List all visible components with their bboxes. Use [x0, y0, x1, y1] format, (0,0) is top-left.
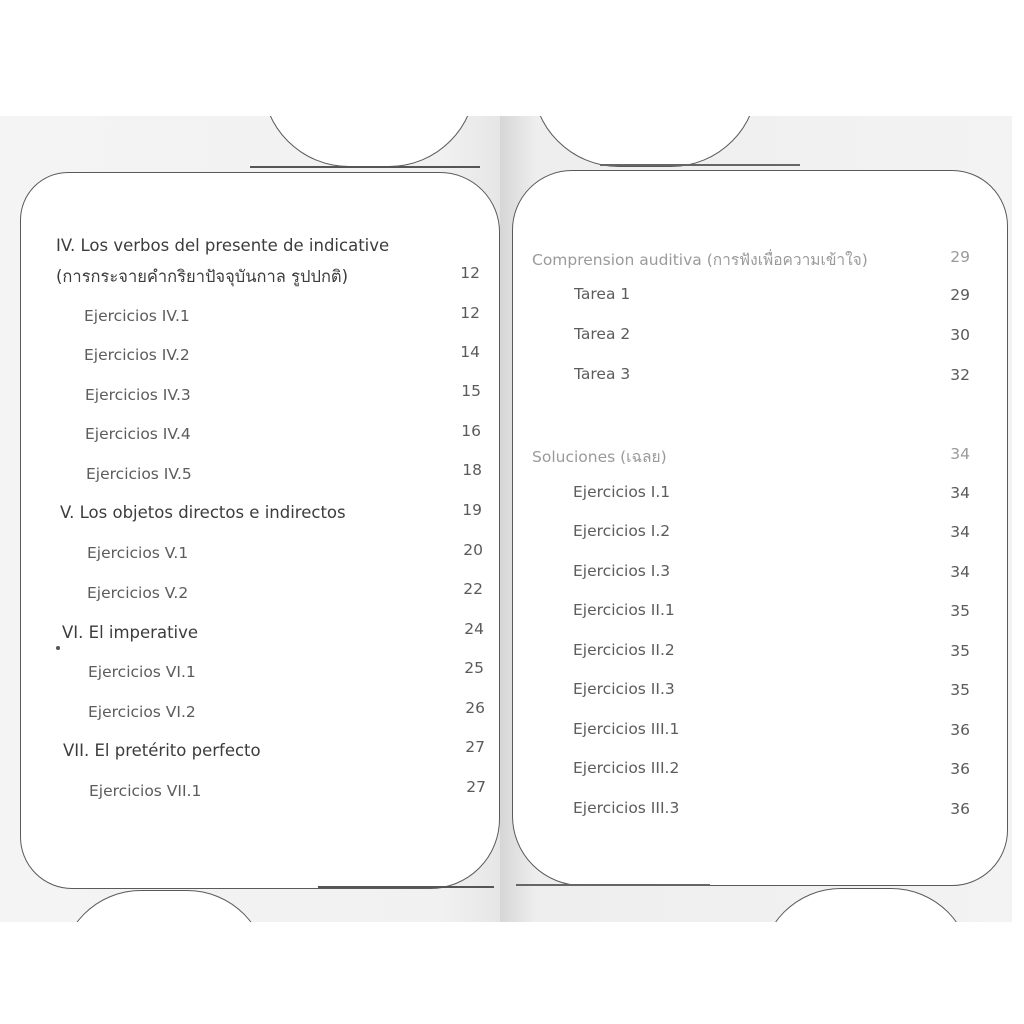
toc-page-number: 18 — [462, 461, 482, 479]
toc-entry: Ejercicios I.1 — [573, 483, 671, 501]
toc-page-number: 20 — [463, 541, 483, 559]
toc-page-number: 14 — [460, 343, 480, 361]
toc-page-number: 34 — [950, 523, 970, 541]
toc-page-number: 34 — [950, 445, 970, 463]
ink-speck — [56, 646, 60, 650]
toc-entry: Ejercicios II.1 — [573, 601, 675, 619]
toc-page-number: 26 — [465, 699, 485, 717]
toc-entry: Ejercicios I.3 — [573, 562, 671, 580]
toc-entry: Ejercicios III.3 — [573, 799, 680, 817]
toc-entry: Ejercicios II.3 — [573, 680, 675, 698]
toc-page-number: 36 — [950, 800, 970, 818]
toc-page-number: 16 — [461, 422, 481, 440]
left-frame-top-rule — [250, 166, 480, 168]
toc-page-number: 29 — [950, 286, 970, 304]
toc-page-number: 25 — [464, 659, 484, 677]
toc-entry: Ejercicios VII.1 — [89, 782, 202, 800]
toc-entry: Ejercicios IV.5 — [86, 465, 192, 483]
toc-page-number: 36 — [950, 721, 970, 739]
toc-page-number: 36 — [950, 760, 970, 778]
bottom-margin — [0, 922, 1024, 1024]
toc-page-number: 35 — [950, 681, 970, 699]
toc-page-number: 22 — [463, 580, 483, 598]
toc-page-number: 32 — [950, 366, 970, 384]
toc-entry: Ejercicios VI.1 — [88, 663, 196, 681]
toc-entry: Ejercicios V.2 — [87, 584, 189, 602]
toc-entry: Ejercicios III.1 — [573, 720, 680, 738]
top-margin — [0, 0, 1024, 116]
toc-entry: Ejercicios III.2 — [573, 759, 680, 777]
toc-page-number: 34 — [950, 563, 970, 581]
toc-page-number: 34 — [950, 484, 970, 502]
toc-entry: Ejercicios IV.3 — [85, 386, 191, 404]
toc-chapter-subtitle: (การกระจายคำกริยาปัจจุบันกาล รูปปกติ) — [56, 267, 349, 286]
toc-entry: Ejercicios IV.2 — [84, 346, 190, 364]
toc-page-number: 27 — [466, 778, 486, 796]
left-frame-bottom-rule — [318, 886, 494, 888]
toc-page-number: 12 — [460, 304, 480, 322]
toc-page-number: 27 — [465, 738, 485, 756]
toc-entry: Ejercicios IV.1 — [84, 307, 190, 325]
toc-chapter-title: VII. El pretérito perfecto — [63, 741, 261, 760]
toc-entry: Ejercicios V.1 — [87, 544, 189, 562]
toc-entry: Tarea 2 — [574, 325, 631, 343]
right-frame-top-rule — [600, 164, 800, 166]
toc-page-number: 15 — [461, 382, 481, 400]
toc-chapter-title: VI. El imperative — [62, 623, 199, 642]
right-frame-bottom-rule — [516, 884, 710, 886]
toc-chapter-title: Comprension auditiva (การฟังเพื่อความเข้าใจ) — [532, 251, 868, 269]
toc-entry: Tarea 1 — [574, 285, 631, 303]
toc-page-number: 29 — [950, 248, 970, 266]
toc-page-number: 24 — [464, 620, 484, 638]
toc-entry: Ejercicios IV.4 — [85, 425, 191, 443]
toc-entry: Ejercicios VI.2 — [88, 703, 196, 721]
toc-chapter-title: IV. Los verbos del presente de indicative — [56, 236, 390, 255]
toc-page-number: 35 — [950, 642, 970, 660]
toc-chapter-title: Soluciones (เฉลย) — [532, 448, 667, 466]
toc-page-number: 12 — [460, 264, 480, 282]
toc-entry: Ejercicios II.2 — [573, 641, 675, 659]
toc-page-number: 35 — [950, 602, 970, 620]
toc-chapter-title: V. Los objetos directos e indirectos — [60, 503, 346, 522]
toc-entry: Tarea 3 — [574, 365, 631, 383]
toc-page-number: 19 — [462, 501, 482, 519]
toc-entry: Ejercicios I.2 — [573, 522, 671, 540]
toc-page-number: 30 — [950, 326, 970, 344]
